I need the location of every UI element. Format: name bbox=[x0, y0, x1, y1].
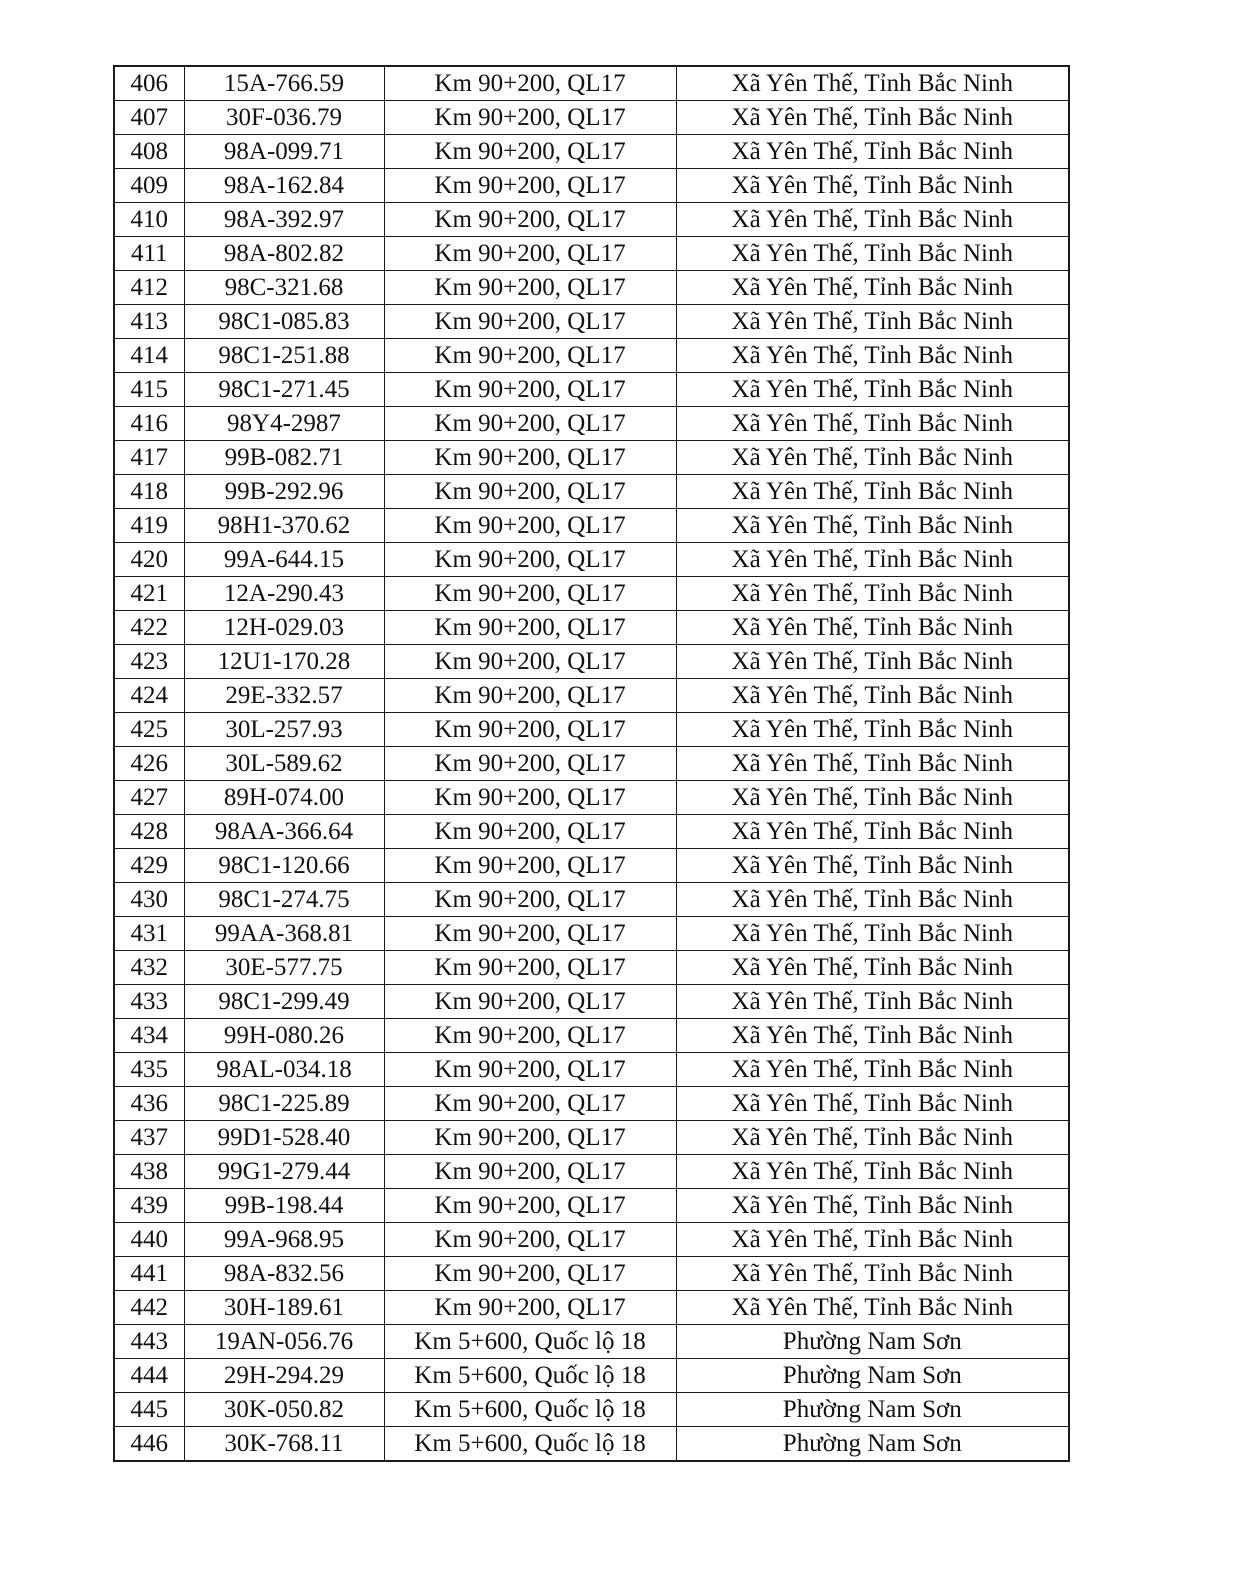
row-number-cell: 442 bbox=[114, 1291, 184, 1325]
table-row bbox=[114, 475, 1069, 509]
license-plate-cell: 98C1-085.83 bbox=[184, 305, 384, 339]
table-row bbox=[114, 305, 1069, 339]
table-row bbox=[114, 1325, 1069, 1359]
area-cell: Xã Yên Thế, Tỉnh Bắc Ninh bbox=[676, 101, 1069, 135]
license-plate-cell: 98H1-370.62 bbox=[184, 509, 384, 543]
license-plate-cell: 30L-589.62 bbox=[184, 747, 384, 781]
table-row bbox=[114, 135, 1069, 169]
table-row bbox=[114, 849, 1069, 883]
row-number-cell: 413 bbox=[114, 305, 184, 339]
location-cell: Km 5+600, Quốc lộ 18 bbox=[384, 1325, 676, 1359]
row-number-cell: 411 bbox=[114, 237, 184, 271]
location-cell: Km 90+200, QL17 bbox=[384, 1223, 676, 1257]
row-number-cell: 434 bbox=[114, 1019, 184, 1053]
location-cell: Km 90+200, QL17 bbox=[384, 339, 676, 373]
table-row bbox=[114, 373, 1069, 407]
license-plate-cell: 98C1-120.66 bbox=[184, 849, 384, 883]
area-cell: Xã Yên Thế, Tỉnh Bắc Ninh bbox=[676, 611, 1069, 645]
table-row bbox=[114, 951, 1069, 985]
location-cell: Km 90+200, QL17 bbox=[384, 951, 676, 985]
area-cell: Phường Nam Sơn bbox=[676, 1325, 1069, 1359]
location-cell: Km 90+200, QL17 bbox=[384, 407, 676, 441]
area-cell: Xã Yên Thế, Tỉnh Bắc Ninh bbox=[676, 1121, 1069, 1155]
area-cell: Xã Yên Thế, Tỉnh Bắc Ninh bbox=[676, 1087, 1069, 1121]
row-number-cell: 423 bbox=[114, 645, 184, 679]
table-row bbox=[114, 441, 1069, 475]
area-cell: Xã Yên Thế, Tỉnh Bắc Ninh bbox=[676, 849, 1069, 883]
area-cell: Xã Yên Thế, Tỉnh Bắc Ninh bbox=[676, 135, 1069, 169]
license-plate-cell: 98C-321.68 bbox=[184, 271, 384, 305]
row-number-cell: 439 bbox=[114, 1189, 184, 1223]
license-plate-cell: 30H-189.61 bbox=[184, 1291, 384, 1325]
row-number-cell: 417 bbox=[114, 441, 184, 475]
area-cell: Xã Yên Thế, Tỉnh Bắc Ninh bbox=[676, 169, 1069, 203]
license-plate-cell: 98A-802.82 bbox=[184, 237, 384, 271]
area-cell: Xã Yên Thế, Tỉnh Bắc Ninh bbox=[676, 781, 1069, 815]
license-plate-cell: 98AA-366.64 bbox=[184, 815, 384, 849]
area-cell: Xã Yên Thế, Tỉnh Bắc Ninh bbox=[676, 1291, 1069, 1325]
location-cell: Km 90+200, QL17 bbox=[384, 543, 676, 577]
row-number-cell: 428 bbox=[114, 815, 184, 849]
location-cell: Km 90+200, QL17 bbox=[384, 849, 676, 883]
license-plate-cell: 99D1-528.40 bbox=[184, 1121, 384, 1155]
row-number-cell: 440 bbox=[114, 1223, 184, 1257]
area-cell: Xã Yên Thế, Tỉnh Bắc Ninh bbox=[676, 305, 1069, 339]
row-number-cell: 407 bbox=[114, 101, 184, 135]
location-cell: Km 90+200, QL17 bbox=[384, 1087, 676, 1121]
area-cell: Xã Yên Thế, Tỉnh Bắc Ninh bbox=[676, 951, 1069, 985]
row-number-cell: 429 bbox=[114, 849, 184, 883]
row-number-cell: 441 bbox=[114, 1257, 184, 1291]
license-plate-cell: 98A-832.56 bbox=[184, 1257, 384, 1291]
license-plate-cell: 12U1-170.28 bbox=[184, 645, 384, 679]
table-body bbox=[114, 66, 1069, 1461]
table-row bbox=[114, 611, 1069, 645]
row-number-cell: 438 bbox=[114, 1155, 184, 1189]
license-plate-cell: 15A-766.59 bbox=[184, 66, 384, 101]
location-cell: Km 90+200, QL17 bbox=[384, 1155, 676, 1189]
table-row bbox=[114, 203, 1069, 237]
table-row bbox=[114, 1427, 1069, 1462]
area-cell: Xã Yên Thế, Tỉnh Bắc Ninh bbox=[676, 883, 1069, 917]
area-cell: Xã Yên Thế, Tỉnh Bắc Ninh bbox=[676, 747, 1069, 781]
row-number-cell: 431 bbox=[114, 917, 184, 951]
license-plate-cell: 99AA-368.81 bbox=[184, 917, 384, 951]
area-cell: Xã Yên Thế, Tỉnh Bắc Ninh bbox=[676, 475, 1069, 509]
license-plate-cell: 19AN-056.76 bbox=[184, 1325, 384, 1359]
row-number-cell: 414 bbox=[114, 339, 184, 373]
table-row bbox=[114, 237, 1069, 271]
area-cell: Xã Yên Thế, Tỉnh Bắc Ninh bbox=[676, 1189, 1069, 1223]
row-number-cell: 435 bbox=[114, 1053, 184, 1087]
area-cell: Xã Yên Thế, Tỉnh Bắc Ninh bbox=[676, 1053, 1069, 1087]
violation-table bbox=[113, 65, 1070, 1462]
area-cell: Xã Yên Thế, Tỉnh Bắc Ninh bbox=[676, 407, 1069, 441]
location-cell: Km 90+200, QL17 bbox=[384, 645, 676, 679]
area-cell: Phường Nam Sơn bbox=[676, 1359, 1069, 1393]
license-plate-cell: 99H-080.26 bbox=[184, 1019, 384, 1053]
row-number-cell: 418 bbox=[114, 475, 184, 509]
table-row bbox=[114, 917, 1069, 951]
license-plate-cell: 99A-968.95 bbox=[184, 1223, 384, 1257]
license-plate-cell: 98C1-274.75 bbox=[184, 883, 384, 917]
license-plate-cell: 89H-074.00 bbox=[184, 781, 384, 815]
row-number-cell: 421 bbox=[114, 577, 184, 611]
location-cell: Km 90+200, QL17 bbox=[384, 713, 676, 747]
license-plate-cell: 30L-257.93 bbox=[184, 713, 384, 747]
license-plate-cell: 99B-292.96 bbox=[184, 475, 384, 509]
license-plate-cell: 98Y4-2987 bbox=[184, 407, 384, 441]
location-cell: Km 90+200, QL17 bbox=[384, 237, 676, 271]
area-cell: Xã Yên Thế, Tỉnh Bắc Ninh bbox=[676, 1155, 1069, 1189]
table-row bbox=[114, 1121, 1069, 1155]
row-number-cell: 425 bbox=[114, 713, 184, 747]
row-number-cell: 426 bbox=[114, 747, 184, 781]
area-cell: Xã Yên Thế, Tỉnh Bắc Ninh bbox=[676, 577, 1069, 611]
location-cell: Km 90+200, QL17 bbox=[384, 1019, 676, 1053]
table-row bbox=[114, 169, 1069, 203]
license-plate-cell: 98A-162.84 bbox=[184, 169, 384, 203]
table-row bbox=[114, 1291, 1069, 1325]
table-row bbox=[114, 645, 1069, 679]
row-number-cell: 408 bbox=[114, 135, 184, 169]
row-number-cell: 416 bbox=[114, 407, 184, 441]
table-row bbox=[114, 713, 1069, 747]
row-number-cell: 427 bbox=[114, 781, 184, 815]
table-row bbox=[114, 271, 1069, 305]
row-number-cell: 432 bbox=[114, 951, 184, 985]
row-number-cell: 446 bbox=[114, 1427, 184, 1462]
location-cell: Km 90+200, QL17 bbox=[384, 101, 676, 135]
location-cell: Km 90+200, QL17 bbox=[384, 66, 676, 101]
table-row bbox=[114, 1019, 1069, 1053]
location-cell: Km 90+200, QL17 bbox=[384, 1121, 676, 1155]
row-number-cell: 415 bbox=[114, 373, 184, 407]
license-plate-cell: 12A-290.43 bbox=[184, 577, 384, 611]
table-row bbox=[114, 1155, 1069, 1189]
row-number-cell: 445 bbox=[114, 1393, 184, 1427]
table-row bbox=[114, 1189, 1069, 1223]
license-plate-cell: 99G1-279.44 bbox=[184, 1155, 384, 1189]
row-number-cell: 433 bbox=[114, 985, 184, 1019]
row-number-cell: 412 bbox=[114, 271, 184, 305]
table-row bbox=[114, 407, 1069, 441]
area-cell: Xã Yên Thế, Tỉnh Bắc Ninh bbox=[676, 203, 1069, 237]
location-cell: Km 90+200, QL17 bbox=[384, 373, 676, 407]
table-row bbox=[114, 883, 1069, 917]
location-cell: Km 90+200, QL17 bbox=[384, 985, 676, 1019]
area-cell: Xã Yên Thế, Tỉnh Bắc Ninh bbox=[676, 66, 1069, 101]
license-plate-cell: 98A-392.97 bbox=[184, 203, 384, 237]
location-cell: Km 90+200, QL17 bbox=[384, 169, 676, 203]
table-row bbox=[114, 339, 1069, 373]
row-number-cell: 422 bbox=[114, 611, 184, 645]
table-row bbox=[114, 781, 1069, 815]
location-cell: Km 90+200, QL17 bbox=[384, 1291, 676, 1325]
table-row bbox=[114, 1393, 1069, 1427]
license-plate-cell: 98AL-034.18 bbox=[184, 1053, 384, 1087]
area-cell: Xã Yên Thế, Tỉnh Bắc Ninh bbox=[676, 917, 1069, 951]
row-number-cell: 430 bbox=[114, 883, 184, 917]
license-plate-cell: 98A-099.71 bbox=[184, 135, 384, 169]
location-cell: Km 90+200, QL17 bbox=[384, 917, 676, 951]
area-cell: Phường Nam Sơn bbox=[676, 1393, 1069, 1427]
area-cell: Xã Yên Thế, Tỉnh Bắc Ninh bbox=[676, 339, 1069, 373]
location-cell: Km 90+200, QL17 bbox=[384, 441, 676, 475]
location-cell: Km 90+200, QL17 bbox=[384, 509, 676, 543]
table-row bbox=[114, 1359, 1069, 1393]
table-row bbox=[114, 577, 1069, 611]
table-row bbox=[114, 509, 1069, 543]
location-cell: Km 90+200, QL17 bbox=[384, 815, 676, 849]
table-row bbox=[114, 66, 1069, 101]
location-cell: Km 90+200, QL17 bbox=[384, 203, 676, 237]
row-number-cell: 443 bbox=[114, 1325, 184, 1359]
area-cell: Xã Yên Thế, Tỉnh Bắc Ninh bbox=[676, 1019, 1069, 1053]
location-cell: Km 90+200, QL17 bbox=[384, 305, 676, 339]
area-cell: Xã Yên Thế, Tỉnh Bắc Ninh bbox=[676, 509, 1069, 543]
table-row bbox=[114, 815, 1069, 849]
area-cell: Xã Yên Thế, Tỉnh Bắc Ninh bbox=[676, 645, 1069, 679]
row-number-cell: 436 bbox=[114, 1087, 184, 1121]
license-plate-cell: 98C1-251.88 bbox=[184, 339, 384, 373]
location-cell: Km 90+200, QL17 bbox=[384, 747, 676, 781]
area-cell: Xã Yên Thế, Tỉnh Bắc Ninh bbox=[676, 373, 1069, 407]
table-row bbox=[114, 1223, 1069, 1257]
location-cell: Km 90+200, QL17 bbox=[384, 1257, 676, 1291]
location-cell: Km 90+200, QL17 bbox=[384, 475, 676, 509]
row-number-cell: 437 bbox=[114, 1121, 184, 1155]
license-plate-cell: 29E-332.57 bbox=[184, 679, 384, 713]
table-row bbox=[114, 543, 1069, 577]
table-row bbox=[114, 1087, 1069, 1121]
table-row bbox=[114, 985, 1069, 1019]
area-cell: Phường Nam Sơn bbox=[676, 1427, 1069, 1462]
table-row bbox=[114, 1257, 1069, 1291]
area-cell: Xã Yên Thế, Tỉnh Bắc Ninh bbox=[676, 271, 1069, 305]
location-cell: Km 90+200, QL17 bbox=[384, 679, 676, 713]
license-plate-cell: 29H-294.29 bbox=[184, 1359, 384, 1393]
area-cell: Xã Yên Thế, Tỉnh Bắc Ninh bbox=[676, 679, 1069, 713]
location-cell: Km 90+200, QL17 bbox=[384, 135, 676, 169]
row-number-cell: 424 bbox=[114, 679, 184, 713]
area-cell: Xã Yên Thế, Tỉnh Bắc Ninh bbox=[676, 1223, 1069, 1257]
row-number-cell: 409 bbox=[114, 169, 184, 203]
area-cell: Xã Yên Thế, Tỉnh Bắc Ninh bbox=[676, 543, 1069, 577]
license-plate-cell: 99A-644.15 bbox=[184, 543, 384, 577]
location-cell: Km 90+200, QL17 bbox=[384, 883, 676, 917]
area-cell: Xã Yên Thế, Tỉnh Bắc Ninh bbox=[676, 815, 1069, 849]
table-row bbox=[114, 747, 1069, 781]
row-number-cell: 420 bbox=[114, 543, 184, 577]
license-plate-cell: 99B-082.71 bbox=[184, 441, 384, 475]
area-cell: Xã Yên Thế, Tỉnh Bắc Ninh bbox=[676, 441, 1069, 475]
license-plate-cell: 30K-768.11 bbox=[184, 1427, 384, 1462]
location-cell: Km 5+600, Quốc lộ 18 bbox=[384, 1393, 676, 1427]
license-plate-cell: 98C1-225.89 bbox=[184, 1087, 384, 1121]
license-plate-cell: 99B-198.44 bbox=[184, 1189, 384, 1223]
license-plate-cell: 98C1-271.45 bbox=[184, 373, 384, 407]
area-cell: Xã Yên Thế, Tỉnh Bắc Ninh bbox=[676, 237, 1069, 271]
table-row bbox=[114, 679, 1069, 713]
area-cell: Xã Yên Thế, Tỉnh Bắc Ninh bbox=[676, 985, 1069, 1019]
license-plate-cell: 30K-050.82 bbox=[184, 1393, 384, 1427]
location-cell: Km 5+600, Quốc lộ 18 bbox=[384, 1427, 676, 1462]
license-plate-cell: 30F-036.79 bbox=[184, 101, 384, 135]
row-number-cell: 410 bbox=[114, 203, 184, 237]
table-row bbox=[114, 101, 1069, 135]
license-plate-cell: 98C1-299.49 bbox=[184, 985, 384, 1019]
license-plate-cell: 30E-577.75 bbox=[184, 951, 384, 985]
row-number-cell: 419 bbox=[114, 509, 184, 543]
location-cell: Km 90+200, QL17 bbox=[384, 271, 676, 305]
row-number-cell: 406 bbox=[114, 66, 184, 101]
table-row bbox=[114, 1053, 1069, 1087]
location-cell: Km 90+200, QL17 bbox=[384, 577, 676, 611]
location-cell: Km 5+600, Quốc lộ 18 bbox=[384, 1359, 676, 1393]
location-cell: Km 90+200, QL17 bbox=[384, 611, 676, 645]
area-cell: Xã Yên Thế, Tỉnh Bắc Ninh bbox=[676, 713, 1069, 747]
location-cell: Km 90+200, QL17 bbox=[384, 1189, 676, 1223]
location-cell: Km 90+200, QL17 bbox=[384, 1053, 676, 1087]
license-plate-cell: 12H-029.03 bbox=[184, 611, 384, 645]
area-cell: Xã Yên Thế, Tỉnh Bắc Ninh bbox=[676, 1257, 1069, 1291]
row-number-cell: 444 bbox=[114, 1359, 184, 1393]
location-cell: Km 90+200, QL17 bbox=[384, 781, 676, 815]
